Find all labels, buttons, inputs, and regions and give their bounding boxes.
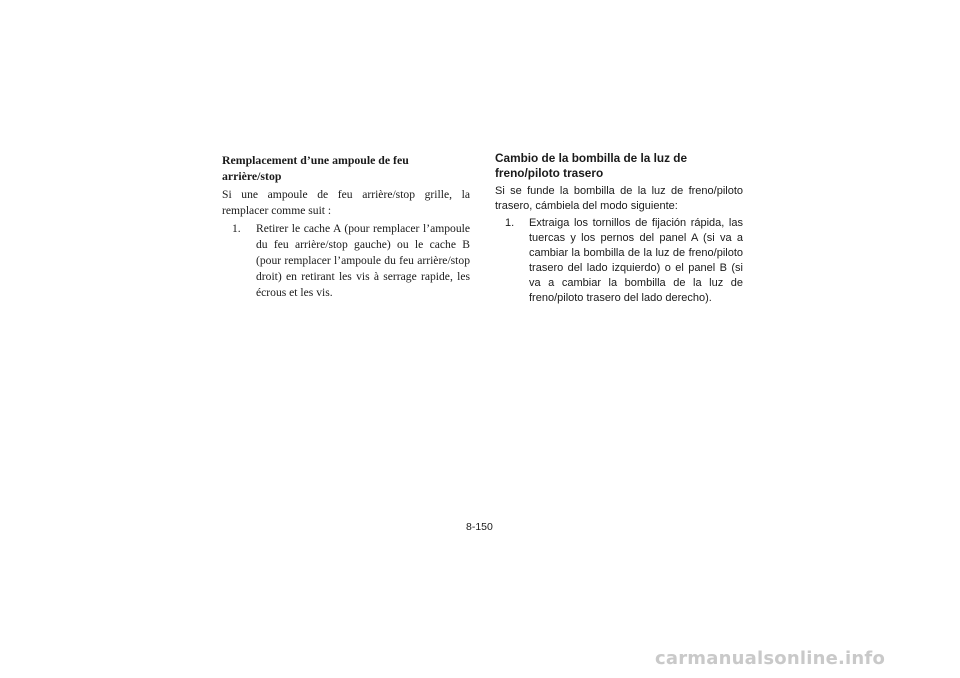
french-step-1 [222, 221, 470, 301]
french-column [222, 152, 470, 301]
french-heading: Remplacement d’une ampoule de feu arrière/stop [222, 153, 409, 183]
french-step-text: Retirer le cache A (pour remplacer l’ampoule du feu arrière/stop gauche) ou le cache B (pour remplacer l’ampoule du feu arrière/stop droit) en retirant les vis à serrage rapide, les écrous et les vis. [256, 222, 470, 299]
french-intro: Si une ampoule de feu arrière/stop grille, la remplacer comme suit : [222, 188, 470, 217]
watermark: carmanualsonline.info [655, 648, 886, 669]
spanish-step-1 [495, 216, 743, 306]
spanish-heading: Cambio de la bombilla de la luz de freno/piloto trasero [495, 151, 688, 180]
spanish-step-text: Extraiga los tornillos de fijación rápida, las tuercas y los pernos del panel A (si va a cambiar la bombilla de la luz de freno/piloto trasero del lado izquierdo) o el panel B (si va a cambiar la bombilla de la luz de freno/piloto trasero del lado derecho). [529, 217, 743, 304]
spanish-intro: Si se funde la bombilla de la luz de freno/piloto trasero, cámbiela del modo siguiente: [495, 185, 743, 212]
page-number: 8-150 [466, 521, 493, 533]
spanish-step-number: 1. [505, 217, 515, 229]
spanish-column [495, 151, 743, 306]
french-step-number: 1. [232, 222, 241, 235]
